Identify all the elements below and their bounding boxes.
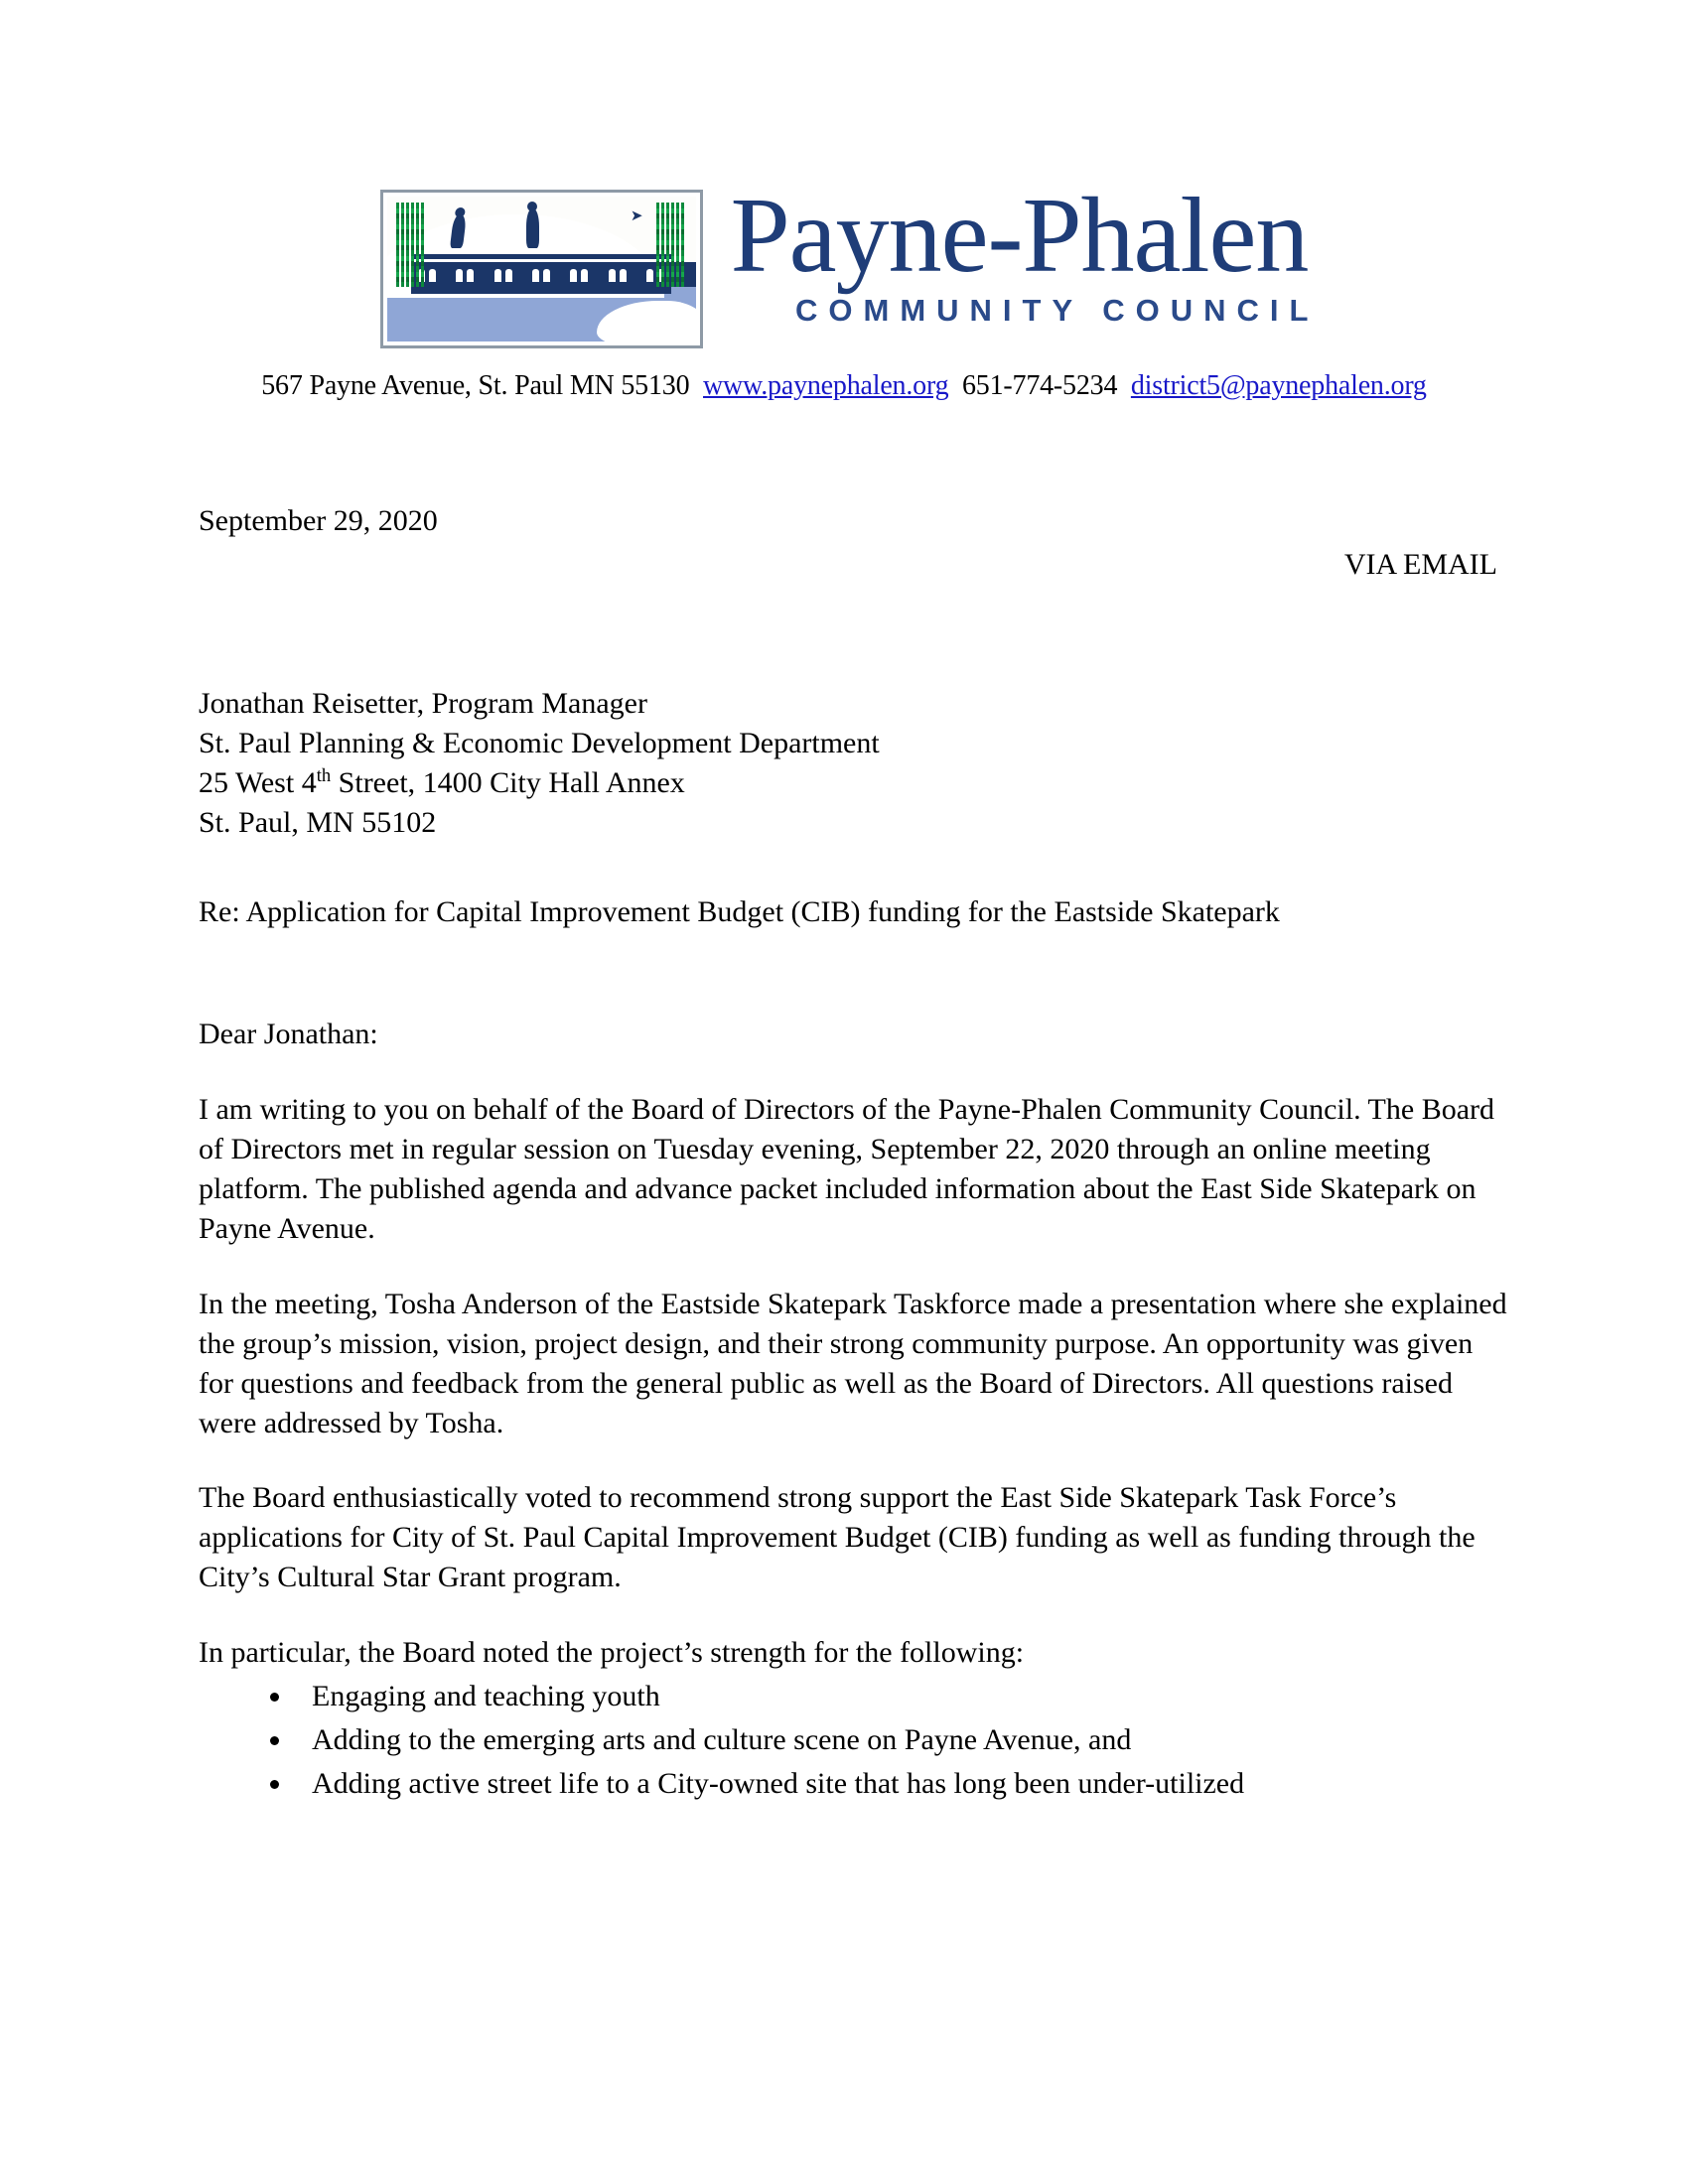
ordinal-suffix: th [316,764,332,786]
list-item-label: Adding active street life to a City-owned site that has long been under-utilized [312,1766,1245,1800]
letter-date: September 29, 2020 [199,504,438,537]
phone-number: 651-774-5234 [962,370,1118,401]
recipient-name-title: Jonathan Reisetter, Program Manager [199,687,647,720]
list-item [262,1677,1509,1716]
wordmark [730,177,1320,329]
body-paragraph: I am writing to you on behalf of the Board of Directors of the Payne-Phalen Community Council. The Board of Directors met in regular session on Tuesday evening, September 22, 2020 through an online meeting platform. The published agenda and advance packet included information about the East Side Skatepark on Payne Avenue. [199,1093,1495,1246]
recipient-department: St. Paul Planning & Economic Development Department [199,726,880,759]
logo-artwork [387,197,696,341]
letter-body [199,501,1509,1804]
list-item [262,1764,1509,1804]
contact-line [261,370,1427,402]
list-item-label: Engaging and teaching youth [312,1680,660,1713]
logo-bridge-railing [418,269,665,282]
recipient-address-block [199,684,1509,843]
logo-person-icon [526,208,539,248]
body-paragraph: In the meeting, Tosha Anderson of the Eastside Skatepark Taskforce made a presentation where she explained the group’s mission, vision, project design, and their strong community purpose. An opportunity was given for questions and feedback from the general public as well as the Board of Directors. All questions raised were addressed by Tosha. [199,1287,1507,1439]
list-item [262,1720,1509,1760]
organization-subtitle: COMMUNITY COUNCIL [795,292,1320,328]
website-link[interactable]: www.paynephalen.org [703,370,949,401]
brand-row [223,177,1465,348]
list-intro: In particular, the Board noted the project’s strength for the following: [199,1636,1025,1670]
salutation: Dear Jonathan: [199,1018,378,1051]
email-link[interactable]: district5@paynephalen.org [1130,370,1427,401]
street-address: 567 Payne Avenue, St. Paul MN 55130 [261,370,690,401]
recipient-street-pre: 25 West 4 [199,765,317,799]
strengths-list [199,1677,1509,1804]
delivery-note: VIA EMAIL [1343,548,1497,581]
payne-phalen-logo-icon [380,190,703,348]
subject-line: Re: Application for Capital Improvement Budget (CIB) funding for the Eastside Skatepark [199,894,1280,928]
recipient-street-post: Street, 1400 City Hall Annex [331,765,685,799]
body-paragraph: The Board enthusiastically voted to recommend strong support the East Side Skatepark Task Force’s applications for City of St. Paul Capital Improvement Budget (CIB) funding as well as funding through the City’s Cultural Star Grant program. [199,1481,1476,1594]
recipient-city-state-zip: St. Paul, MN 55102 [199,805,437,839]
organization-name: Payne-Phalen [730,177,1309,295]
letterhead [0,0,1688,402]
logo-bridge-deck [411,254,670,259]
logo-willow-tree-icon [656,203,686,287]
date-row [199,501,1509,593]
logo-willow-tree-icon [396,203,426,287]
recipient-street [199,763,1509,803]
list-item-label: Adding to the emerging arts and culture scene on Payne Avenue, and [312,1722,1132,1756]
logo-bird-icon: ➤ [630,208,643,225]
